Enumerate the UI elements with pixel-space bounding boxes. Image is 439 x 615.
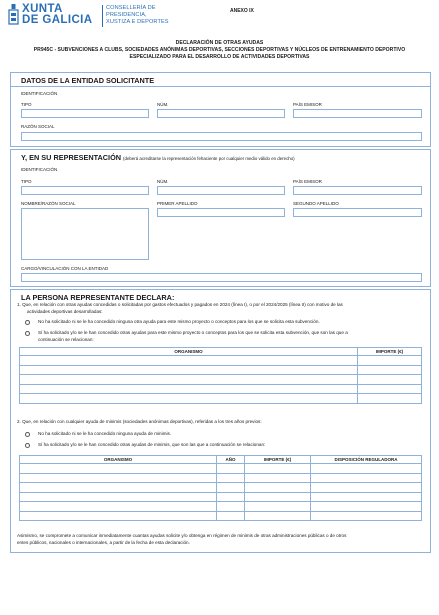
dept-line2: PRESIDENCIA,	[106, 12, 147, 18]
segundo-apellido-field[interactable]	[293, 208, 422, 217]
table-row[interactable]	[20, 356, 422, 366]
item1-text-line2: actividades deportivas desarrolladas:	[27, 309, 103, 314]
option2a-text: No ha solicitado ni se le ha concedido ninguna ayuda de minimis.	[38, 431, 172, 436]
representative-section-title	[21, 153, 295, 162]
department-name	[106, 5, 169, 26]
representative-title-text: Y, EN SU REPRESENTACIÓN	[21, 153, 122, 162]
item1-text-line1: 1. Que, en relación con otras ayudas concedidas o solicitadas por gastos efectuados y pagados en 2024 (línea I), o por el 2024/2025 (línea II) con motivo de las	[17, 302, 343, 307]
nombre-label: NOMBRE/RAZÓN SOCIAL	[21, 201, 76, 206]
declaration-section-title: LA PERSONA REPRESENTANTE DECLARA:	[21, 293, 175, 302]
table-header-row	[20, 348, 422, 356]
item2-text: 2. Que, en relación con cualquier ayuda de minimis (sociedades anónimas deportivas), referidas a los tres años previos:	[17, 419, 262, 424]
option1a-radio[interactable]	[25, 320, 30, 325]
tipo-label: TIPO	[21, 179, 32, 184]
representative-note: (deberá acreditarse la representación fehaciente por cualquier medio válido en derecho)	[123, 156, 295, 161]
num-label: NÚM.	[157, 102, 169, 107]
table-row[interactable]	[20, 464, 422, 474]
pais-emisor-label: PAÍS EMISOR	[293, 179, 322, 184]
tipo-label: TIPO	[21, 102, 32, 107]
num-label: NÚM.	[157, 179, 169, 184]
section-divider	[11, 86, 430, 87]
xunta-logo	[22, 4, 100, 26]
pais-emisor-field[interactable]	[293, 109, 422, 118]
logo-divider	[102, 5, 103, 27]
document-subtitle-line2: ESPECIALIZADO PARA EL DESARROLLO DE ACTIVIDADES DEPORTIVAS	[129, 54, 310, 60]
applicant-section-title: DATOS DE LA ENTIDAD SOLICITANTE	[21, 76, 155, 85]
organismo-header: ORGANISMO	[20, 348, 358, 356]
option2b-radio[interactable]	[25, 443, 30, 448]
other-aids-table	[19, 347, 422, 404]
table-row[interactable]	[20, 483, 422, 493]
importe-header: IMPORTE (€)	[358, 348, 422, 356]
table-row[interactable]	[20, 502, 422, 512]
importe-header: IMPORTE (€)	[245, 456, 311, 464]
table-row[interactable]	[20, 394, 422, 404]
identification-label: IDENTIFICACIÓN	[21, 91, 58, 96]
ano-header: AÑO	[217, 456, 245, 464]
xunta-emblem-icon	[8, 4, 19, 26]
page-header	[8, 3, 433, 33]
table-header-row	[20, 456, 422, 464]
razon-social-label: RAZÓN SOCIAL	[21, 124, 55, 129]
logo-line2: DE GALICIA	[22, 14, 93, 26]
rep-pais-emisor-field[interactable]	[293, 186, 422, 195]
table-row[interactable]	[20, 473, 422, 483]
option1b-radio[interactable]	[25, 331, 30, 336]
segundo-apellido-label: SEGUNDO APELLIDO	[293, 201, 339, 206]
cargo-label: CARGO/VINCULACIÓN CON LA ENTIDAD	[21, 266, 109, 271]
annex-label: ANEXO IX	[230, 8, 254, 14]
option2a-radio[interactable]	[25, 432, 30, 437]
declaration-section	[10, 289, 431, 553]
document-title: DECLARACIÓN DE OTRAS AYUDAS	[175, 40, 264, 46]
tipo-field[interactable]	[21, 109, 149, 118]
applicant-section	[10, 72, 431, 147]
cargo-field[interactable]	[21, 273, 422, 282]
nombre-field[interactable]	[21, 208, 149, 260]
primer-apellido-label: PRIMER APELLIDO	[157, 201, 198, 206]
num-field[interactable]	[157, 109, 285, 118]
razon-social-field[interactable]	[21, 132, 422, 141]
de-minimis-table	[19, 455, 422, 521]
option1b-text-line2: continuación se relacionan:	[38, 337, 94, 342]
representative-section	[10, 149, 431, 287]
footer-text-line1: Asimismo, se compromete a comunicar inmediatamente cuantas ayudas solicite y/o obtenga en régimen de minimis de otras administraciones públicas o de otros	[17, 533, 347, 538]
option1b-text-line1: Sí ha solicitado y/o se le han concedido otras ayudas para este mismo proyecto o conceptos para los que se solicita esta subvención, que son las que a	[38, 330, 348, 335]
option1a-text: No ha solicitado ni se le ha concedido ninguna otra ayuda para este mismo proyecto o conceptos para los que se solicita esta subvención.	[38, 319, 320, 324]
logo-line1: XUNTA	[22, 3, 63, 15]
dept-line1: CONSELLERÍA DE	[106, 5, 156, 11]
option2b-text: Sí ha solicitado y/o se le han concedido otras ayudas de minimis, que son las que a continuación se relacionan:	[38, 442, 266, 447]
primer-apellido-field[interactable]	[157, 208, 285, 217]
dept-line3: XUSTIZA E DEPORTES	[106, 19, 169, 25]
table-row[interactable]	[20, 492, 422, 502]
table-row[interactable]	[20, 511, 422, 521]
organismo-header: ORGANISMO	[20, 456, 217, 464]
table-row[interactable]	[20, 365, 422, 375]
identification-label: IDENTIFICACIÓN	[21, 167, 58, 172]
disposicion-header: DISPOSICIÓN REGULADORA	[311, 456, 422, 464]
rep-num-field[interactable]	[157, 186, 285, 195]
document-subtitle-line1: PR945C - SUBVENCIONES A CLUBS, SOCIEDADES ANÓNIMAS DEPORTIVAS, SECCIONES DEPORTIVAS Y NÚCLEOS DE ENTRENAMIENTO DEPORTIVO	[33, 47, 406, 53]
table-row[interactable]	[20, 384, 422, 394]
rep-tipo-field[interactable]	[21, 186, 149, 195]
table-row[interactable]	[20, 375, 422, 385]
footer-text-line2: entes públicos, nacionales o internacionales, a partir de la fecha de esta declaración.	[17, 540, 190, 545]
pais-emisor-label: PAÍS EMISOR	[293, 102, 322, 107]
